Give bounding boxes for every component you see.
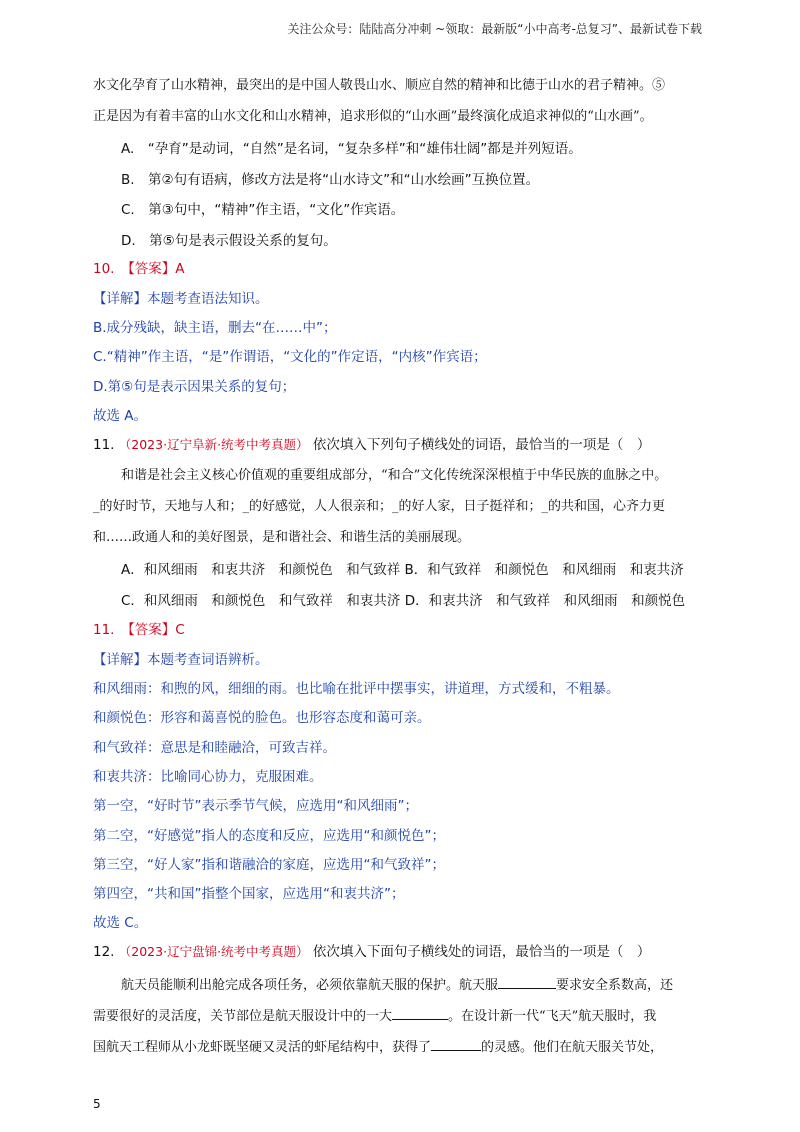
options-ab: A．和风细雨 和衷共济 和颜悦色 和气致祥 B．和气致祥 和颜悦色 和风细雨 和衷共济 — [121, 562, 684, 578]
passage-text: 要求安全系数高，还 — [556, 978, 674, 993]
explanation-line: 和衷共济：比喻同心协力，克服困难。 — [93, 769, 323, 785]
answer-label: 10. 【答案】A — [93, 261, 185, 277]
passage-line — [93, 1005, 656, 1025]
question-12 — [93, 942, 650, 962]
passage-text: 。在设计新一代“飞天”航天服时，我 — [448, 1009, 657, 1024]
passage-line: 和谐是社会主义核心价值观的重要组成部分，“和合”文化传统深深根植于中华民族的血脉之中。 — [121, 468, 668, 483]
explanation-line: 第三空，“好人家”指和谐融洽的家庭，应选用“和气致祥”； — [93, 857, 445, 873]
option-a: A. “孕育”是动词，“自然”是名词，“复杂多样”和“雄伟壮阔”都是并列短语。 — [121, 141, 582, 157]
passage-text: 航天员能顺利出舱完成各项任务，必须依靠航天服的保护。航天服 — [121, 978, 499, 993]
page-number: 5 — [93, 1097, 101, 1111]
explanation-line: D.第⑤句是表示因果关系的复句； — [93, 379, 296, 395]
question-stem: 依次填入下面句子横线处的词语，最恰当的一项是（ ） — [312, 944, 651, 960]
option-b: B. 第②句有语病，修改方法是将“山水诗文”和“山水绘画”互换位置。 — [121, 172, 540, 188]
passage-line: 水文化孕育了山水精神，最突出的是中国人敬畏山水、顺应自然的精神和比德于山水的君子精神。⑤ — [93, 78, 666, 93]
explanation-line: 第一空，“好时节”表示季节气候，应选用“和风细雨”； — [93, 798, 418, 814]
explanation-line: 和气致祥：意思是和睦融洽，可致吉祥。 — [93, 740, 336, 756]
passage-line: 和……政通人和的美好图景，是和谐社会、和谐生活的美丽展现。 — [93, 530, 471, 545]
answer-label: 11. 【答案】C — [93, 622, 185, 638]
passage-line — [121, 974, 673, 994]
options-cd: C．和风细雨 和颜悦色 和气致祥 和衷共济 D．和衷共济 和气致祥 和风细雨 和颜悦色 — [121, 593, 686, 609]
question-number: 11. — [93, 437, 115, 453]
fill-blank — [498, 974, 556, 989]
passage-line: 正是因为有着丰富的山水文化和山水精神，追求形似的“山水画”最终演化成追求神似的“山水画”。 — [93, 109, 653, 124]
passage-line: _的好时节，天地与人和；_的好感觉，人人很亲和；_的好人家，日子挺祥和；_的共和国，心齐力更 — [93, 499, 666, 514]
passage-text: 的灵感。他们在航天服关节处， — [481, 1040, 664, 1055]
passage-line — [93, 1036, 663, 1056]
explanation-conclusion: 故选 C。 — [93, 915, 148, 931]
option-d: D. 第⑤句是表示假设关系的复句。 — [121, 233, 337, 249]
question-number: 12. — [93, 944, 115, 960]
explanation-heading: 【详解】本题考查语法知识。 — [93, 291, 269, 307]
explanation-line: C.“精神”作主语，“是”作谓语，“文化的”作定语，“内核”作宾语； — [93, 349, 487, 365]
fill-blank — [431, 1036, 481, 1051]
explanation-conclusion: 故选 A。 — [93, 408, 148, 424]
question-source: （2023·辽宁盘锦·统考中考真题） — [118, 944, 309, 959]
explanation-line: 第二空，“好感觉”指人的态度和反应，应选用“和颜悦色”； — [93, 828, 445, 844]
explanation-line: B.成分残缺，缺主语，删去“在……中”； — [93, 320, 337, 336]
question-source: （2023·辽宁阜新·统考中考真题） — [118, 437, 309, 452]
explanation-line: 和颜悦色：形容和蔼喜悦的脸色。也形容态度和蔼可亲。 — [93, 710, 431, 726]
question-stem: 依次填入下列句子横线处的词语，最恰当的一项是（ ） — [312, 437, 651, 453]
fill-blank — [392, 1005, 448, 1020]
question-11 — [93, 435, 650, 455]
passage-text: 国航天工程师从小龙虾既坚硬又灵活的虾尾结构中，获得了 — [93, 1040, 432, 1055]
explanation-heading: 【详解】本题考查词语辨析。 — [93, 652, 269, 668]
explanation-line: 第四空，“共和国”指整个国家，应选用“和衷共济”； — [93, 886, 405, 902]
option-c: C. 第③句中，“精神”作主语，“文化”作宾语。 — [121, 202, 405, 218]
explanation-line: 和风细雨：和煦的风，细细的雨。也比喻在批评中摆事实，讲道理，方式缓和，不粗暴。 — [93, 681, 620, 697]
page-header: 关注公众号：陆陆高分冲刺 ~领取：最新版“小中高考-总复习”、最新试卷下载 — [287, 22, 702, 36]
passage-text: 需要很好的灵活度，关节部位是航天服设计中的一大 — [93, 1009, 393, 1024]
